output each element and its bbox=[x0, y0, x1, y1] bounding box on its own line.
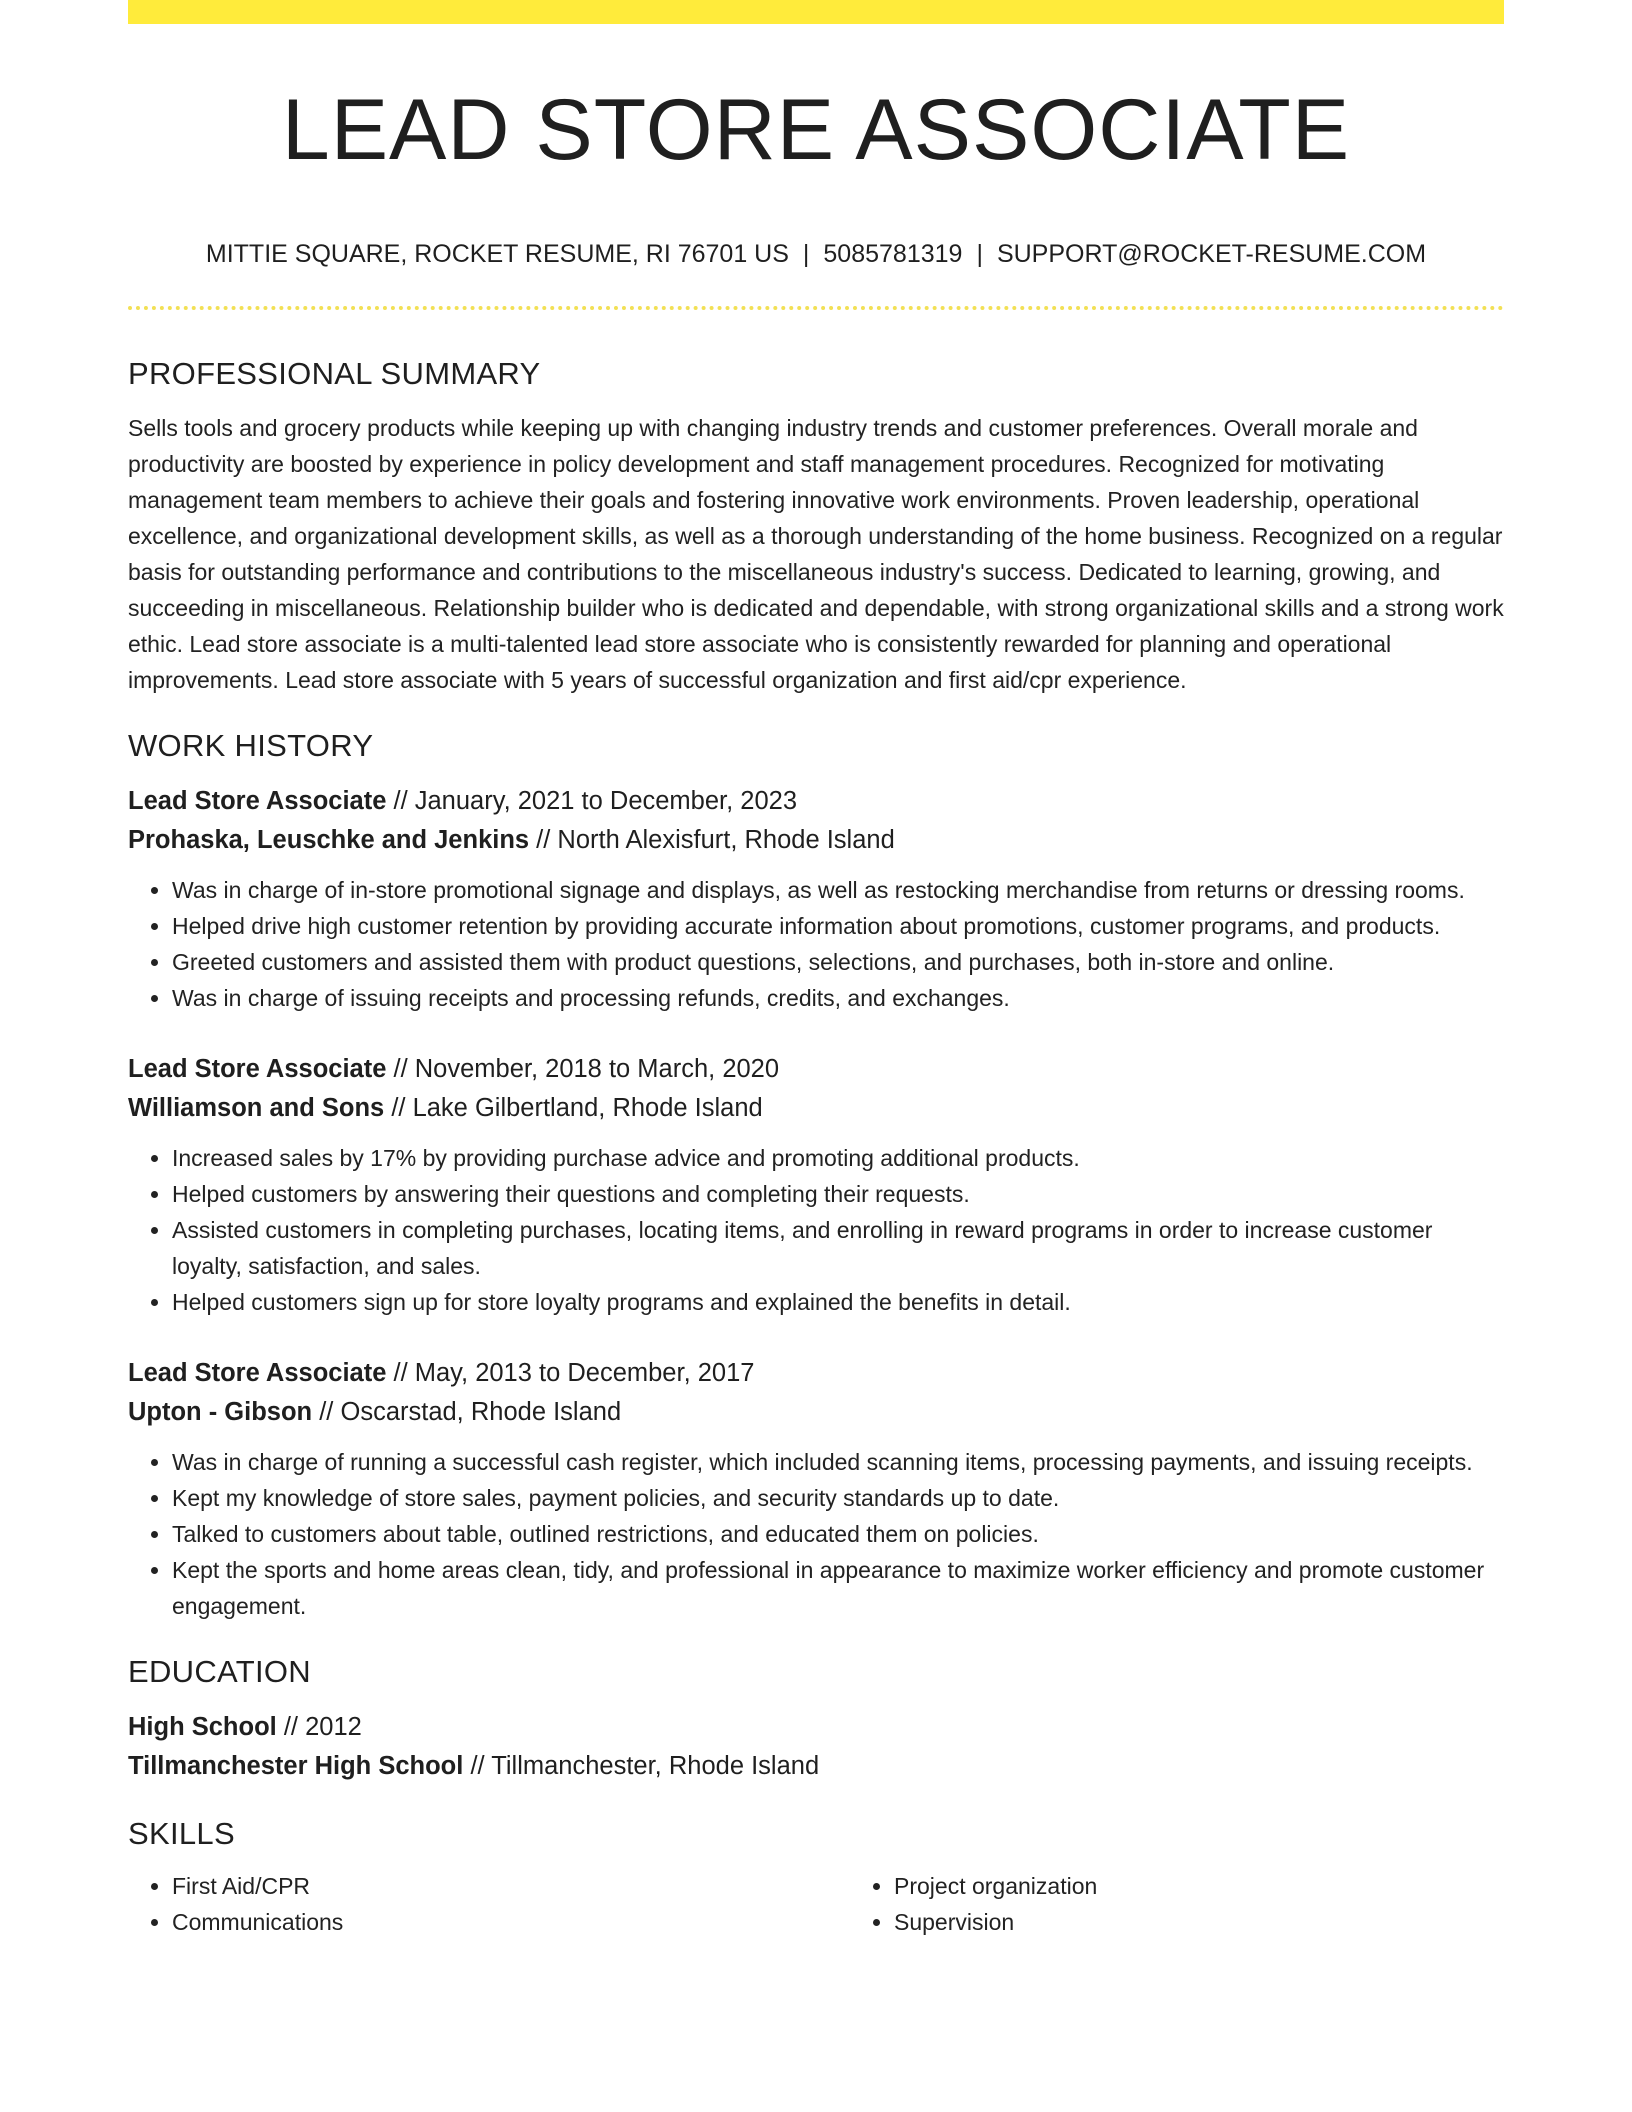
section-heading-summary: PROFESSIONAL SUMMARY bbox=[128, 356, 541, 391]
degree-line bbox=[128, 1708, 1504, 1747]
job-company: Prohaska, Leuschke and Jenkins bbox=[128, 826, 530, 854]
section-heading-work-history: WORK HISTORY bbox=[128, 728, 374, 763]
job-location: // Oscarstad, Rhode Island bbox=[312, 1398, 622, 1426]
education-section bbox=[128, 1650, 1504, 1786]
list-item: • Kept the sports and home areas clean, tidy, and professional in appearance to maximize worker efficiency and promote customer engagement. bbox=[172, 1552, 1504, 1624]
summary-section bbox=[128, 352, 1504, 698]
school-location: // Tillmanchester, Rhode Island bbox=[463, 1752, 820, 1780]
job-title: Lead Store Associate bbox=[128, 787, 387, 815]
summary-text: Sells tools and grocery products while keeping up with changing industry trends and customer preferences. Overall morale and productivity are boosted by experience in policy development and staff management procedures. Recognized for motivating management team members to achieve their goals and fostering innovative work environments. Proven leadership, operational excellence, and organizational development skills, as well as a thorough understanding of the home business. Recognized on a regular basis for outstanding performance and contributions to the miscellaneous industry's success. Dedicated to learning, growing, and succeeding in miscellaneous. Relationship builder who is dedicated and dependable, with strong organizational skills and a strong work ethic. Lead store associate is a multi-talented lead store associate who is consistently rewarded for planning and operational improvements. Lead store associate with 5 years of successful organization and first aid/cpr experience. bbox=[128, 415, 1504, 693]
contact-line bbox=[128, 236, 1504, 272]
job-entry bbox=[128, 782, 1504, 1016]
skills-section bbox=[128, 1812, 1504, 1940]
list-item: • Greeted customers and assisted them with product questions, selections, and purchases, both in-store and online. bbox=[172, 944, 1504, 980]
job-location: // North Alexisfurt, Rhode Island bbox=[529, 826, 895, 854]
list-item: • Helped customers by answering their questions and completing their requests. bbox=[172, 1176, 1504, 1212]
contact-separator: | bbox=[802, 240, 810, 268]
job-bullets bbox=[128, 1444, 1504, 1624]
degree: High School bbox=[128, 1713, 277, 1741]
list-item: • Was in charge of in-store promotional signage and displays, as well as restocking merchandise from returns or dressing rooms. bbox=[172, 872, 1504, 908]
job-bullets bbox=[128, 872, 1504, 1016]
job-title: Lead Store Associate bbox=[128, 1359, 387, 1387]
page-title: LEAD STORE ASSOCIATE bbox=[281, 82, 1351, 178]
school-name: Tillmanchester High School bbox=[128, 1752, 464, 1780]
job-entry bbox=[128, 1050, 1504, 1320]
job-title-line bbox=[128, 782, 1504, 821]
job-dates: // November, 2018 to March, 2020 bbox=[386, 1055, 780, 1083]
top-accent-bar bbox=[128, 0, 1504, 24]
contact-separator: | bbox=[976, 240, 983, 268]
list-item: • Project organization bbox=[894, 1868, 1504, 1904]
work-history-section bbox=[128, 724, 1504, 1624]
job-title: Lead Store Associate bbox=[128, 1055, 387, 1083]
job-title-line bbox=[128, 1050, 1504, 1089]
resume-body bbox=[128, 352, 1504, 1940]
dotted-divider bbox=[128, 306, 1504, 310]
list-item: • First Aid/CPR bbox=[172, 1868, 850, 1904]
job-company: Upton - Gibson bbox=[128, 1398, 313, 1426]
job-location: // Lake Gilbertland, Rhode Island bbox=[384, 1094, 763, 1122]
graduation-year: // 2012 bbox=[276, 1713, 362, 1741]
job-bullets bbox=[128, 1140, 1504, 1320]
job-company: Williamson and Sons bbox=[128, 1094, 385, 1122]
job-title-line bbox=[128, 1354, 1504, 1393]
address: MITTIE SQUARE, ROCKET RESUME, RI 76701 US bbox=[205, 240, 789, 268]
section-heading-education: EDUCATION bbox=[128, 1654, 311, 1689]
email: SUPPORT@ROCKET-RESUME.COM bbox=[996, 240, 1427, 268]
job-company-line bbox=[128, 821, 1504, 860]
job-dates: // January, 2021 to December, 2023 bbox=[386, 787, 798, 815]
list-item: • Helped customers sign up for store loyalty programs and explained the benefits in detail. bbox=[172, 1284, 1504, 1320]
job-entry bbox=[128, 1354, 1504, 1624]
list-item: • Was in charge of running a successful cash register, which included scanning items, processing payments, and issuing receipts. bbox=[172, 1444, 1504, 1480]
skills-list-left bbox=[128, 1868, 850, 1940]
phone: 5085781319 bbox=[823, 240, 963, 268]
list-item: • Talked to customers about table, outlined restrictions, and educated them on policies. bbox=[172, 1516, 1504, 1552]
job-dates: // May, 2013 to December, 2017 bbox=[386, 1359, 755, 1387]
list-item: • Helped drive high customer retention by providing accurate information about promotions, customer programs, and products. bbox=[172, 908, 1504, 944]
education-entry bbox=[128, 1708, 1504, 1786]
list-item: • Kept my knowledge of store sales, payment policies, and security standards up to date. bbox=[172, 1480, 1504, 1516]
job-company-line bbox=[128, 1089, 1504, 1128]
section-heading-skills: SKILLS bbox=[128, 1816, 235, 1851]
skills-list-right bbox=[850, 1868, 1504, 1940]
skills-columns bbox=[128, 1868, 1504, 1940]
list-item: • Increased sales by 17% by providing purchase advice and promoting additional products. bbox=[172, 1140, 1504, 1176]
list-item: • Was in charge of issuing receipts and processing refunds, credits, and exchanges. bbox=[172, 980, 1504, 1016]
school-line bbox=[128, 1747, 1504, 1786]
list-item: • Supervision bbox=[894, 1904, 1504, 1940]
job-company-line bbox=[128, 1393, 1504, 1432]
list-item: • Assisted customers in completing purchases, locating items, and enrolling in reward programs in order to increase customer loyalty, satisfaction, and sales. bbox=[172, 1212, 1504, 1284]
list-item: • Communications bbox=[172, 1904, 850, 1940]
